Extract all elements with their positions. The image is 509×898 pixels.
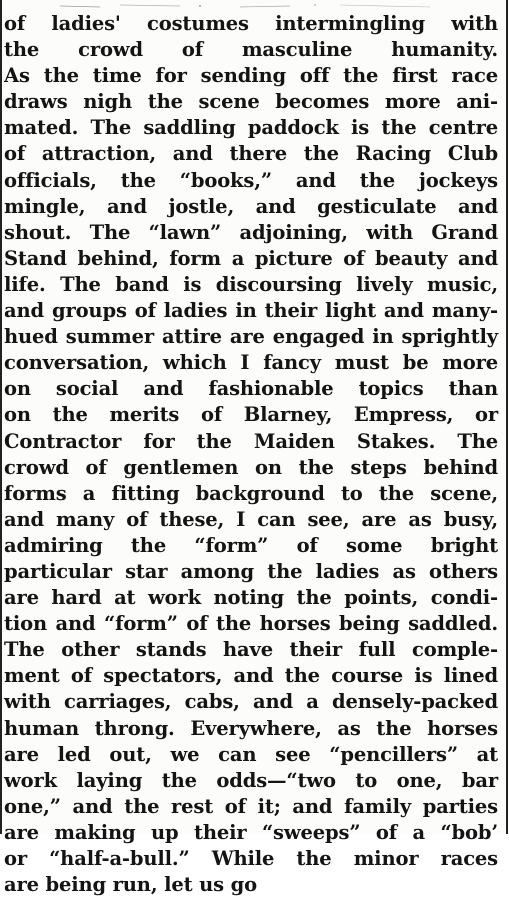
article-line: hued summer attire are engaged in sprightly [4,325,498,349]
article-line: on social and fashionable topics than [4,377,498,401]
column-rule-left [0,0,2,834]
article-line: on the merits of Blarney, Empress, or [4,403,498,427]
article-line: the crowd of masculine humanity. [4,38,498,62]
article-line: work laying the odds—“two to one, bar [4,768,498,792]
article-line: of attraction, and there the Racing Club [4,142,498,166]
article-line: ment of spectators, and the course is lined [4,664,498,688]
article-line: draws nigh the scene becomes more ani- [4,90,498,114]
article-line: admiring the “form” of some bright [4,533,498,557]
article-line: The other stands have their full comple- [4,638,498,662]
article-line: mingle, and jostle, and gesticulate and [4,194,498,218]
article-body [4,11,498,898]
article-line: and groups of ladies in their light and many- [4,299,498,323]
article-line: with carriages, cabs, and a densely-packed [4,690,498,714]
article-line: or “half-a-bull.” While the minor races [4,847,498,870]
article-line: crowd of gentlemen on the steps behind [4,455,498,479]
article-line: officials, the “books,” and the jockeys [4,168,498,192]
article-line: are led out, we can see “pencillers” at [4,742,498,766]
article-line: As the time for sending off the first race [4,64,498,88]
article-line: are hard at work noting the points, condi- [4,586,498,610]
article-line: forms a fitting background to the scene, [4,481,498,505]
article-line: tion and “form” of the horses being saddled. [4,612,498,636]
article-line: Contractor for the Maiden Stakes. The [4,429,498,453]
article-line: life. The band is discoursing lively music, [4,272,498,296]
article-line: human throng. Everywhere, as the horses [4,716,498,740]
article-line: of ladies' costumes intermingling with [4,12,498,35]
article-line: particular star among the ladies as others [4,559,498,583]
article-line: are being run, let us go [4,873,257,897]
column-rule-right [506,0,508,834]
article-line: conversation, which I fancy must be more [4,351,498,375]
article-line: and many of these, I can see, are as busy, [4,507,498,531]
article-line: Stand behind, form a picture of beauty and [4,246,498,270]
article-line: shout. The “lawn” adjoining, with Grand [4,220,498,244]
article-line: one,” and the rest of it; and family parties [4,794,498,818]
article-line: mated. The saddling paddock is the centre [4,116,498,140]
article-line: are making up their “sweeps” of a “bob’ [4,820,498,844]
print-speckle-decoration [60,2,440,10]
